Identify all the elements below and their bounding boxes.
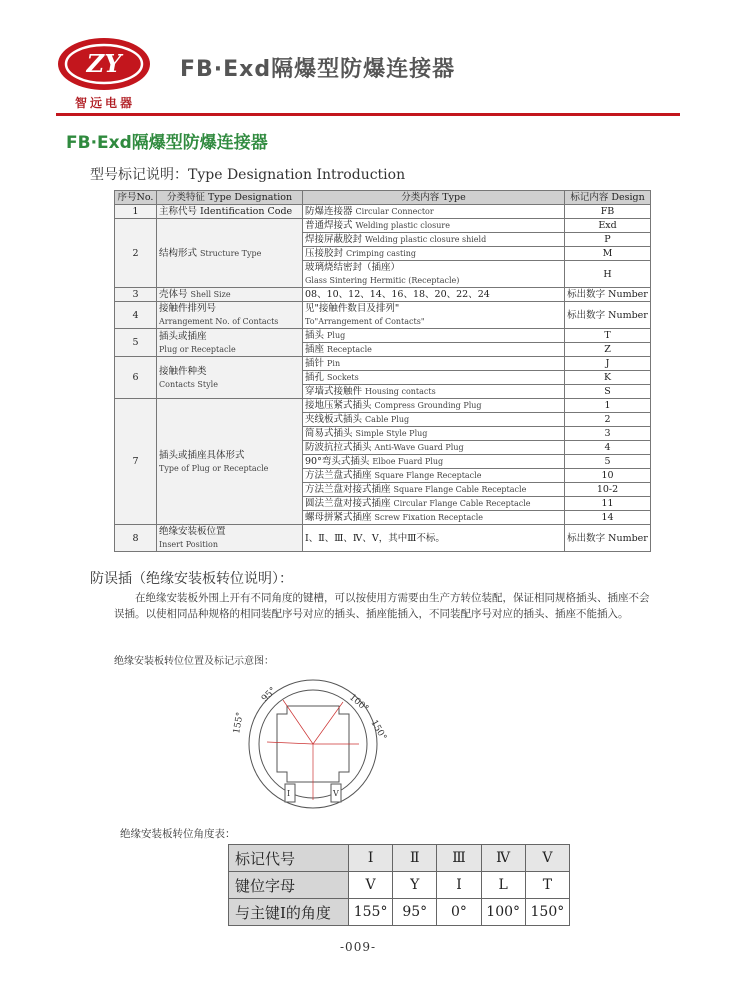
- type-label: 插头: [305, 330, 325, 341]
- type-english: Pin: [327, 359, 341, 368]
- category-label: 接触件种类: [159, 365, 207, 377]
- type-cell: [303, 261, 565, 288]
- angle-cell: Ⅱ: [393, 845, 437, 872]
- category-cell: [157, 205, 303, 219]
- category-label: 接触件排列号: [159, 303, 217, 314]
- row-number: 4: [115, 302, 157, 329]
- type-cell: [303, 219, 565, 233]
- angle-table-row: [229, 845, 570, 872]
- type-cell: [303, 343, 565, 357]
- type-english: Square Flange Cable Receptacle: [393, 485, 527, 494]
- type-label: 方法兰盘式插座: [305, 470, 372, 481]
- category-cell: [157, 302, 303, 329]
- table-row: [115, 399, 651, 413]
- type-label: 插孔: [305, 372, 325, 383]
- angle-table-caption: 绝缘安装板转位角度表：: [120, 828, 236, 840]
- table-row: [115, 357, 651, 371]
- angle-row-label: 与主键Ⅰ的角度: [229, 899, 349, 926]
- header-divider: [56, 113, 680, 116]
- type-label: 防爆连接器: [305, 206, 353, 217]
- table-row: [115, 205, 651, 219]
- mark-cell: K: [565, 371, 651, 385]
- category-label: 插头或插座: [159, 330, 207, 342]
- category-cell: [157, 525, 303, 552]
- type-english: Circular Flange Cable Receptacle: [393, 499, 531, 508]
- mark-cell: P: [565, 233, 651, 247]
- angle-cell: Ⅴ: [525, 845, 569, 872]
- type-cell: [303, 357, 565, 371]
- type-label: 08、10、12、14、16、18、20、22、24: [305, 289, 490, 300]
- logo-text: ZY: [86, 49, 122, 78]
- mark-cell: 标出数字 Number: [565, 302, 651, 329]
- insert-position-diagram: [225, 672, 405, 812]
- category-label: 结构形式: [159, 247, 198, 259]
- type-cell: [303, 247, 565, 261]
- category-cell: [157, 357, 303, 399]
- type-english: Sockets: [327, 373, 359, 382]
- category-english: Structure Type: [200, 248, 262, 258]
- angle-cell: Ⅲ: [437, 845, 481, 872]
- table-row: [115, 219, 651, 233]
- row-number: 7: [115, 399, 157, 525]
- mark-cell: 5: [565, 455, 651, 469]
- mark-cell: 4: [565, 441, 651, 455]
- mark-cell: J: [565, 357, 651, 371]
- angle-row-label: 键位字母: [229, 872, 349, 899]
- type-cell: [303, 302, 565, 329]
- mark-cell: T: [565, 329, 651, 343]
- type-cell: [303, 399, 565, 413]
- type-label: 圆法兰盘对接式插座: [305, 498, 391, 509]
- angle-table-row: [229, 899, 570, 926]
- angle-cell: 100°: [481, 899, 525, 926]
- type-english: Simple Style Plug: [355, 429, 428, 438]
- mark-cell: 2: [565, 413, 651, 427]
- type-cell: [303, 371, 565, 385]
- mark-cell: 10-2: [565, 483, 651, 497]
- type-english: Screw Fixation Receptacle: [374, 513, 483, 522]
- table-row: [115, 288, 651, 302]
- type-cell: [303, 511, 565, 525]
- type-label: 螺母拼紧式插座: [305, 512, 372, 523]
- category-cell: [157, 219, 303, 288]
- angle-table: [228, 844, 570, 926]
- type-english: Circular Connector: [355, 207, 434, 216]
- type-label: 见"接触件数目及排列": [305, 303, 400, 314]
- angle-label: 100°: [347, 692, 371, 715]
- type-english: Welding plastic closure: [355, 221, 450, 230]
- category-english: Arrangement No. of Contacts: [159, 317, 279, 326]
- category-label: 壳体号: [159, 289, 188, 300]
- type-label: 90°弯头式插头: [305, 456, 370, 467]
- category-english: Plug or Receptacle: [159, 344, 236, 354]
- type-label: 接地压紧式插头: [305, 400, 372, 411]
- category-cell: [157, 399, 303, 525]
- type-cell: [303, 441, 565, 455]
- type-english: Plug: [327, 331, 346, 340]
- mark-cell: H: [565, 261, 651, 288]
- category-label: 插头或插座具体形式: [159, 449, 245, 461]
- angle-cell: 95°: [393, 899, 437, 926]
- row-number: 1: [115, 205, 157, 219]
- category-label: 绝缘安装板位置: [159, 526, 226, 537]
- table-header-row: [115, 191, 651, 205]
- page-header-title: FB·Exd隔爆型防爆连接器: [180, 57, 456, 82]
- angle-label: 95°: [260, 685, 279, 705]
- type-english: Cable Plug: [365, 415, 410, 424]
- table-row: [115, 329, 651, 343]
- type-label: 穿墙式接触件: [305, 386, 363, 397]
- row-number: 6: [115, 357, 157, 399]
- type-english: Housing contacts: [365, 387, 436, 396]
- type-label: 简易式插头: [305, 428, 353, 439]
- designation-table: [114, 190, 651, 552]
- mark-cell: 标出数字 Number: [565, 288, 651, 302]
- table-row: [115, 302, 651, 329]
- type-cell: [303, 329, 565, 343]
- type-label: 方法兰盘对接式插座: [305, 484, 391, 495]
- designation-heading: 型号标记说明：Type Designation Introduction: [90, 167, 406, 183]
- type-label: Ⅰ、Ⅱ、Ⅲ、Ⅳ、Ⅴ，其中Ⅲ不标。: [305, 532, 445, 544]
- section-title: FB·Exd隔爆型防爆连接器: [66, 133, 268, 153]
- mark-cell: 10: [565, 469, 651, 483]
- type-label: 玻璃烧结密封（插座）: [305, 262, 401, 273]
- type-cell: [303, 427, 565, 441]
- angle-label: 155°: [232, 711, 246, 735]
- type-label: 插针: [305, 358, 325, 369]
- angle-cell: 150°: [525, 899, 569, 926]
- type-english: Welding plastic closure shield: [365, 235, 487, 244]
- type-english: Crimping casting: [346, 249, 417, 258]
- category-label: 主称代号 Identification Code: [159, 206, 293, 217]
- type-cell: [303, 455, 565, 469]
- type-english: Receptacle: [327, 345, 372, 354]
- angle-cell: I: [437, 872, 481, 899]
- misinsert-paragraph: 在绝缘安装板外围上开有不同角度的键槽，可以按使用方需要由生产方转位装配，保证相同规格插头、插座不会误插。以使相同品种规格的相同装配序号对应的插头、插座能插入，不同装配序号对应的插头、插座不能插入。: [114, 592, 650, 620]
- angle-cell: 155°: [349, 899, 393, 926]
- type-cell: [303, 288, 565, 302]
- row-number: 3: [115, 288, 157, 302]
- type-english: Anti-Wave Guard Plug: [374, 443, 464, 452]
- mark-cell: 1: [565, 399, 651, 413]
- type-cell: [303, 205, 565, 219]
- mark-cell: FB: [565, 205, 651, 219]
- mark-cell: 3: [565, 427, 651, 441]
- misinsert-title: 防误插（绝缘安装板转位说明）：: [90, 571, 293, 587]
- type-cell: [303, 413, 565, 427]
- type-english: Square Flange Receptacle: [374, 471, 482, 480]
- category-english: Shell Size: [190, 290, 231, 299]
- mark-cell: Exd: [565, 219, 651, 233]
- angle-cell: Ⅰ: [349, 845, 393, 872]
- company-logo: [56, 36, 152, 92]
- mark-cell: S: [565, 385, 651, 399]
- logo-caption: 智远电器: [74, 96, 135, 110]
- angle-cell: V: [349, 872, 393, 899]
- type-cell: [303, 483, 565, 497]
- type-english: To"Arrangement of Contacts": [305, 317, 425, 326]
- type-label: 夹线板式插头: [305, 414, 363, 425]
- angle-cell: Y: [393, 872, 437, 899]
- type-english: Elboe Fuard Plug: [372, 457, 444, 466]
- type-english: Compress Grounding Plug: [374, 401, 482, 410]
- angle-label: 150°: [368, 718, 388, 743]
- page-number: -009-: [340, 940, 377, 954]
- type-english: Glass Sintering Hermitic (Receptacle): [305, 276, 460, 285]
- category-cell: [157, 288, 303, 302]
- type-label: 防波抗拉式插头: [305, 442, 372, 453]
- row-number: 8: [115, 525, 157, 552]
- mark-cell: 11: [565, 497, 651, 511]
- type-cell: [303, 385, 565, 399]
- header-mark: 标记内容 Design: [565, 191, 651, 205]
- type-cell: [303, 469, 565, 483]
- header-category: 分类特征 Type Designation: [157, 191, 303, 205]
- mark-cell: M: [565, 247, 651, 261]
- angle-cell: 0°: [437, 899, 481, 926]
- mark-cell: 标出数字 Number: [565, 525, 651, 552]
- category-english: Insert Position: [159, 540, 219, 549]
- table-row: [115, 525, 651, 552]
- category-english: Type of Plug or Receptacle: [159, 463, 269, 473]
- mark-cell: 14: [565, 511, 651, 525]
- row-number: 2: [115, 219, 157, 288]
- angle-cell: T: [525, 872, 569, 899]
- angle-cell: Ⅳ: [481, 845, 525, 872]
- angle-row-label: 标记代号: [229, 845, 349, 872]
- header-no: 序号No.: [115, 191, 157, 205]
- type-label: 压接胶封: [305, 248, 344, 259]
- position-mark: Ⅰ: [287, 789, 291, 798]
- angle-cell: L: [481, 872, 525, 899]
- mark-cell: Z: [565, 343, 651, 357]
- position-mark: Ⅴ: [333, 789, 339, 798]
- type-cell: [303, 497, 565, 511]
- row-number: 5: [115, 329, 157, 357]
- header-type: 分类内容 Type: [303, 191, 565, 205]
- category-english: Contacts Style: [159, 379, 218, 389]
- type-cell: [303, 233, 565, 247]
- category-cell: [157, 329, 303, 357]
- angle-table-row: [229, 872, 570, 899]
- type-label: 普通焊接式: [305, 220, 353, 231]
- diagram-caption: 绝缘安装板转位位置及标记示意图：: [114, 656, 274, 667]
- type-cell: [303, 525, 565, 552]
- type-label: 插座: [305, 344, 325, 355]
- type-label: 焊接屏蔽胶封: [305, 234, 363, 245]
